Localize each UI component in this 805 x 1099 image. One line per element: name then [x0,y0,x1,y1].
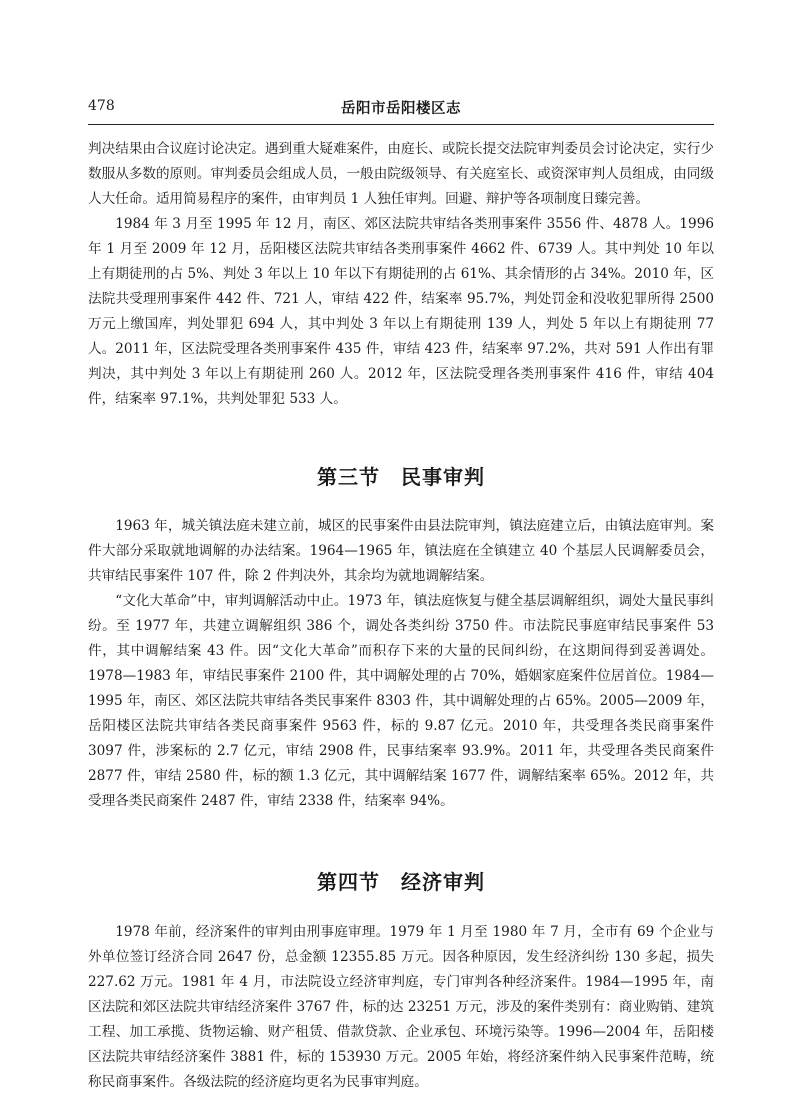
page-body [88,137,714,1095]
section3-paragraph-1: 1963 年，城关镇法庭未建立前，城区的民事案件由县法院审判，镇法庭建立后，由镇法庭审判。案件大部分采取就地调解的办法结案。1964—1965 年，镇法庭在全镇建立 40 个基层人民调解委员会，共审结民事案件 107 件，除 2 件判决外，其余均为就地调解结案。 [88,518,714,584]
page-header [88,96,714,122]
section-heading-economic-trial: 第四节 经济审判 [317,870,485,894]
intro-paragraph-2: 1984 年 3 月至 1995 年 12 月，南区、郊区法院共审结各类刑事案件 3556 件、4878 人。1996 年 1 月至 2009 年 12 月，岳阳楼区法院共审结各类刑事案件 4662 件、6739 人。其中判处 10 年以上有期徒刑的占 5%、判处 3 年以上 10 年以下有期徒刑的占 61%、其余情形的占 34%。2010 年，区法院共受理刑事案件 442 件、721 人，审结 422 件，结案率 95.7%，判处罚金和没收犯罪所得 2500 万元上缴国库，判处罪犯 694 人，其中判处 3 年以上有期徒刑 139 人，判处 5 年以上有期徒刑 77 人。2011 年，区法院受理各类刑事案件 435 件，审结 423 件，结案率 97.2%，共对 591 人作出有罪判决，其中判处 3 年以上有期徒刑 260 人。2012 年，区法院受理各类刑事案件 416 件，审结 404 件，结案率 97.1%，共判处罪犯 533 人。 [88,216,714,407]
section4-paragraph-1: 1978 年前，经济案件的审判由刑事庭审理。1979 年 1 月至 1980 年 7 月，全市有 69 个企业与外单位签订经济合同 2647 份，总金额 12355.85 万元。因各种原因，发生经济纠纷 130 多起，损失 227.62 万元。1981 年 4 月，市法院设立经济审判庭，专门审判各种经济案件。1984—1995 年，南区法院和郊区法院共审结经济案件 3767 件，标的达 23251 万元，涉及的案件类别有：商业购销、建筑工程、加工承揽、货物运输、财产租赁、借款贷款、企业承包、环境污染等。1996—2004 年，岳阳楼区法院共审结经济案件 3881 件，标的 153930 万元。2005 年始，将经济案件纳入民事案件范畴，统称民商事案件。各级法院的经济庭均更名为民事审判庭。 [88,924,714,1090]
running-title: 岳阳市岳阳楼区志 [341,101,461,117]
section-heading-civil-trial: 第三节 民事审判 [317,465,485,489]
section3-paragraph-2: “文化大革命”中，审判调解活动中止。1973 年，镇法庭恢复与健全基层调解组织，调处大量民事纠纷。至 1977 年，共建立调解组织 386 个，调处各类纠纷 3750 件。市法院民事庭审结民事案件 53 件，其中调解结案 43 件。因“文化大革命”而积存下来的大量的民间纠纷，在这期间得到妥善调处。1978—1983 年，审结民事案件 2100 件，其中调解处理的占 70%，婚姻家庭案件位居首位。1984—1995 年，南区、郊区法院共审结各类民事案件 8303 件，其中调解处理的占 65%。2005—2009 年，岳阳楼区法院共审结各类民商事案件 9563 件，标的 9.87 亿元。2010 年，共受理各类民商事案件 3097 件，涉案标的 2.7 亿元，审结 2908 件，民事结案率 93.9%。2011 年，共受理各类民商案件 2877 件，审结 2580 件，标的额 1.3 亿元，其中调解结案 1677 件，调解结案率 65%。2012 年，共受理各类民商案件 2487 件，审结 2338 件，结案率 94%。 [88,593,714,809]
page-number: 478 [88,98,115,114]
intro-paragraph-1: 判决结果由合议庭讨论决定。遇到重大疑难案件，由庭长、或院长提交法院审判委员会讨论决定，实行少数服从多数的原则。审判委员会组成人员，一般由院级领导、有关庭室长、或资深审判人员组成，由同级人大任命。适用简易程序的案件，由审判员 1 人独任审判。回避、辩护等各项制度日臻完善。 [88,141,714,207]
header-divider [88,124,714,125]
